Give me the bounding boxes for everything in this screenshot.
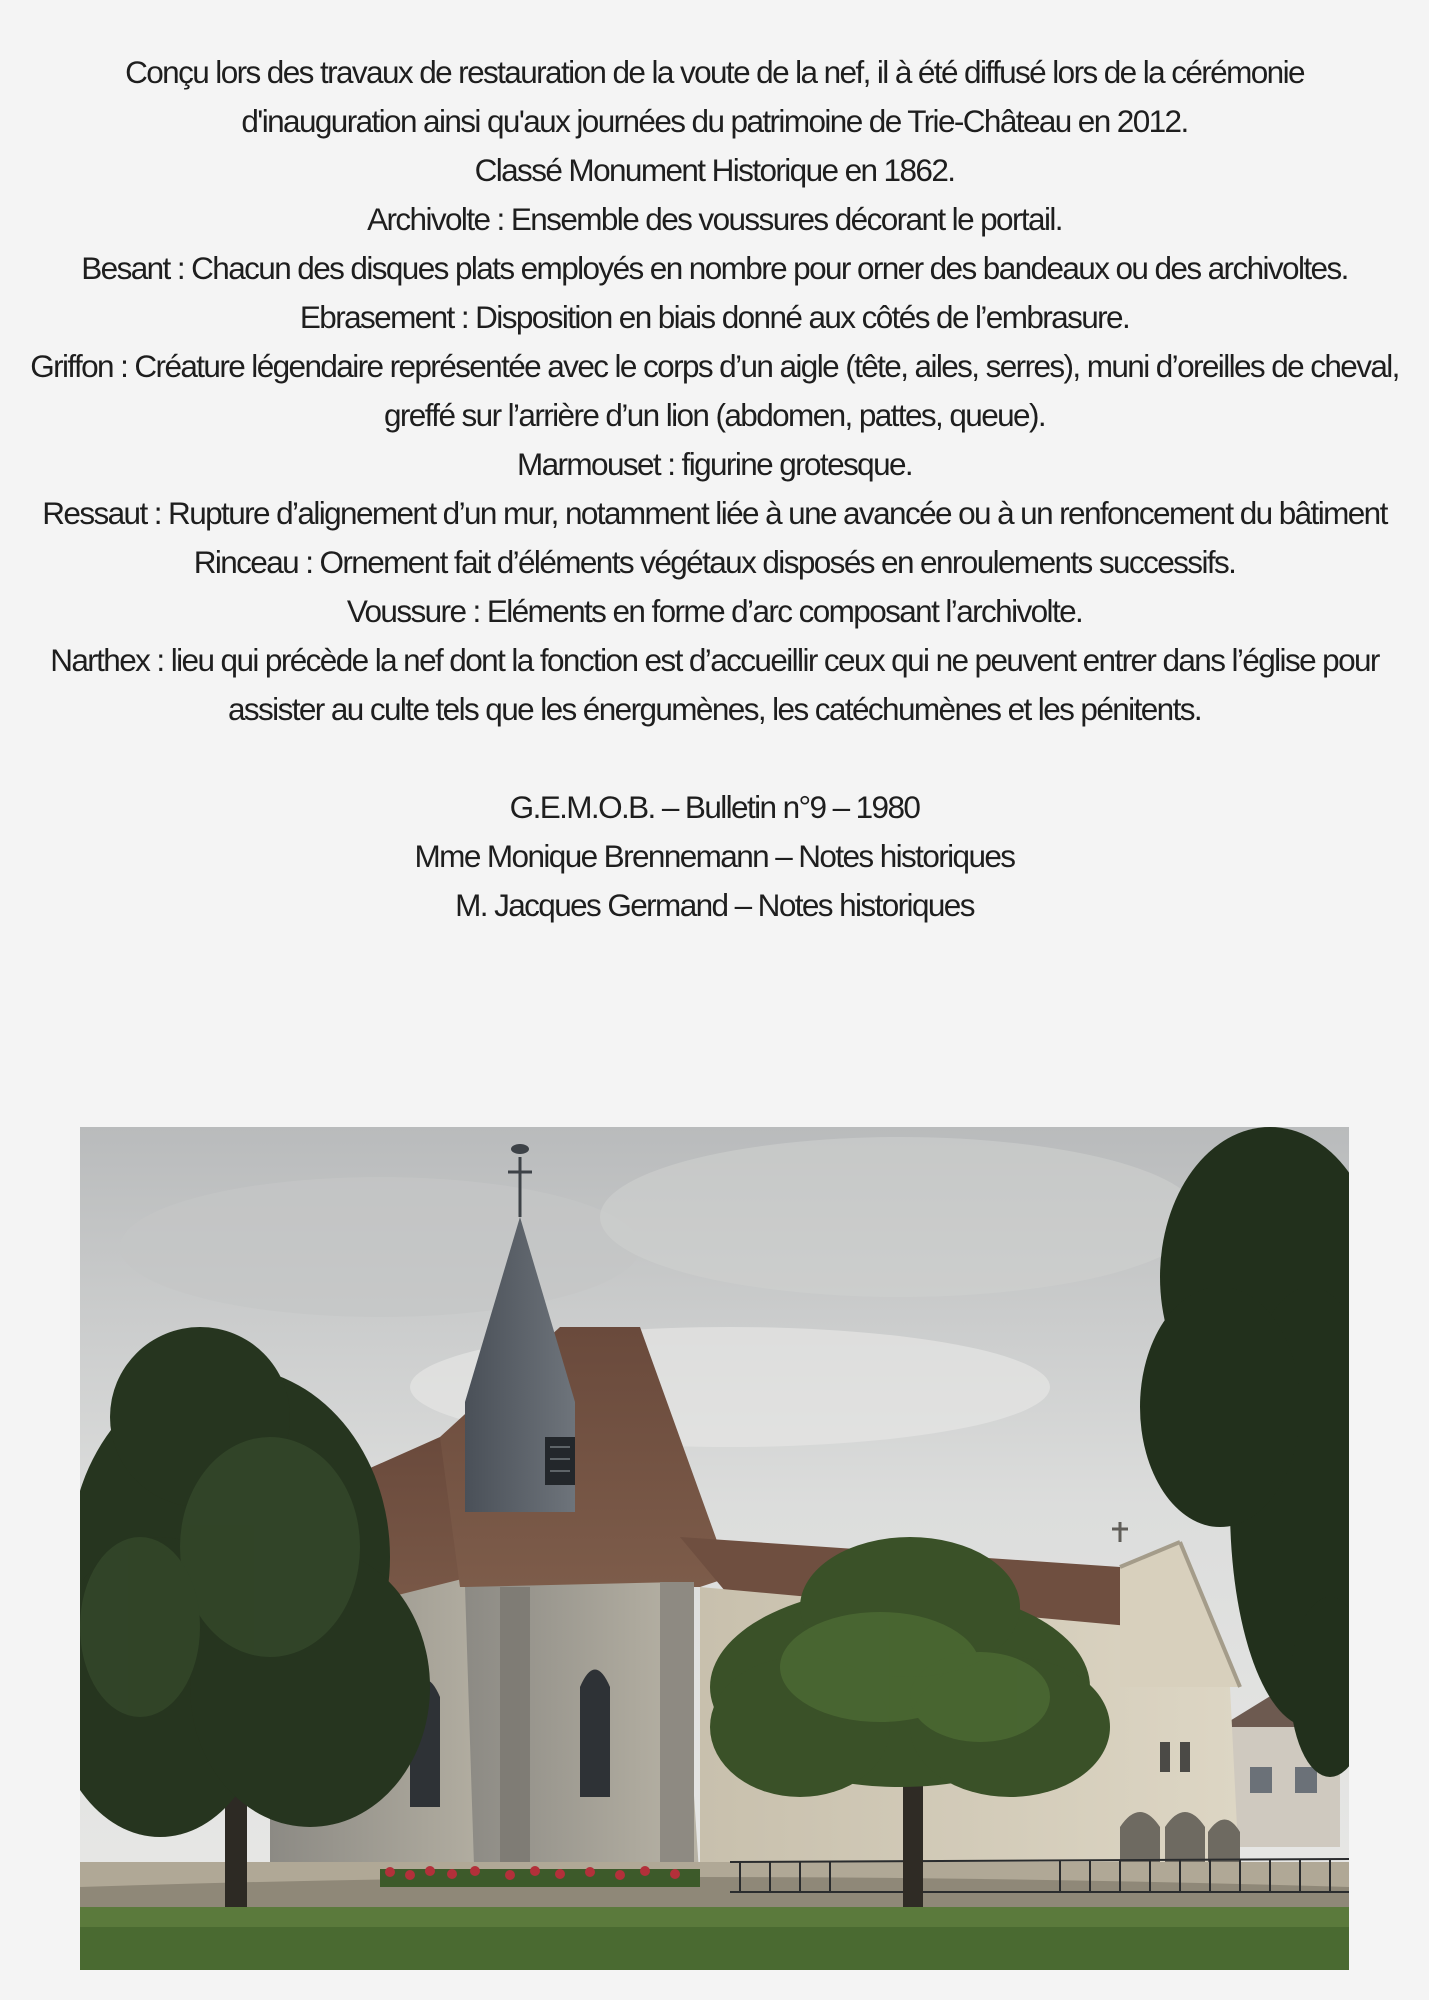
glossary-archivolte: Archivolte : Ensemble des voussures décorant le portail.	[367, 201, 1062, 237]
paragraph-intro-2: d'inauguration ainsi qu'aux journées du patrimoine de Trie-Château en 2012.	[241, 103, 1188, 139]
glossary-besant: Besant : Chacun des disques plats employés en nombre pour orner des bandeaux ou des archivoltes.	[81, 250, 1348, 286]
glossary-ressaut: Ressaut : Rupture d’alignement d’un mur, notamment liée à une avancée ou à un renfoncement du bâtiment	[42, 495, 1387, 531]
glossary-ebrasement: Ebrasement : Disposition en biais donné aux côtés de l’embrasure.	[299, 299, 1130, 335]
glossary-rinceau: Rinceau : Ornement fait d’éléments végétaux disposés en enroulements successifs.	[193, 544, 1236, 580]
spacer	[22, 734, 1407, 783]
glossary-griffon: Griffon : Créature légendaire représentée avec le corps d’un aigle (tête, ailes, serres), muni d’oreilles de cheval,	[30, 348, 1399, 384]
source-brennemann: Mme Monique Brennemann – Notes historiques	[414, 838, 1015, 874]
source-germand: M. Jacques Germand – Notes historiques	[455, 887, 974, 923]
paragraph-classification: Classé Monument Historique en 1862.	[474, 152, 955, 188]
glossary-narthex: Narthex : lieu qui précède la nef dont la fonction est d’accueillir ceux qui ne peuvent entrer dans l’église pour	[50, 642, 1379, 678]
paragraph-intro-1: Conçu lors des travaux de restauration de la voute de la nef, il à été diffusé lors de la cérémonie	[125, 54, 1304, 90]
church-photo	[80, 1127, 1349, 1970]
glossary-voussure: Voussure : Eléments en forme d’arc composant l’archivolte.	[346, 593, 1083, 629]
source-gemob: G.E.M.O.B. – Bulletin n°9 – 1980	[509, 789, 920, 825]
document-text	[22, 48, 1407, 930]
glossary-griffon-cont: greffé sur l’arrière d’un lion (abdomen, pattes, queue).	[383, 397, 1045, 433]
glossary-marmouset: Marmouset : figurine grotesque.	[516, 446, 913, 482]
glossary-narthex-cont: assister au culte tels que les énergumènes, les catéchumènes et les pénitents.	[227, 691, 1202, 727]
